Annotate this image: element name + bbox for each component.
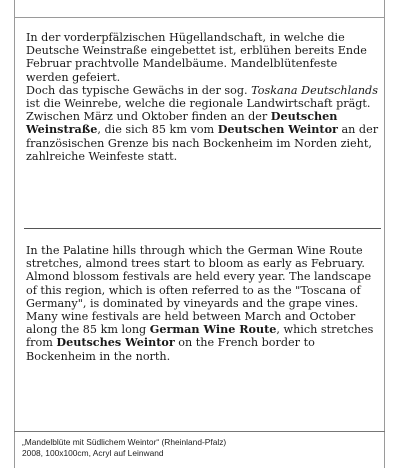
artwork-caption [22,437,382,459]
english-text: , which stretches from [26,323,374,350]
german-text: an der französischen Grenze bis nach Bockenheim im Norden zieht, zahlreiche Weinfeste statt. [26,123,379,163]
bold-phrase: German Wine Route [149,322,277,337]
german-paragraph-1: In der vorderpfälzischen Hügellandschaft, in welche die Deutsche Weinstraße eingebettet ist, erblühen bereits Ende Februar prachtvolle Mandelbäume. Mandelblütenfeste werden gefeiert. [26,31,367,84]
top-rule [14,17,385,18]
caption-details: 2008, 100x100cm, Acryl auf Leinwand [22,448,164,458]
caption-rule [14,431,385,432]
bold-phrase: Deutschen Weinstraße [26,109,338,137]
english-text: In the Palatine hills through which the German Wine Route stretches, almond trees start to bloom as early as February. Almond blossom festivals are held every year. The landscape of this region, which is often referred to as the "Toscana of Germany", is dominated by vineyards and the grape vines. Many wine festivals are held between March and October along the 85 km long [26,244,372,337]
english-text: on the French border to Bockenheim in the north. [26,336,315,363]
german-paragraph-2 [26,84,382,163]
bold-phrase: Deutschen Weintor [217,122,338,137]
caption-title: „Mandelblüte mit Südlichem Weintor“ (Rheinland-Pfalz) [22,437,227,447]
right-border-line [384,0,385,468]
german-text: ist die Weinrebe, welche die regionale Landwirtschaft prägt. Zwischen März und Oktober finden an der [26,97,371,124]
bold-phrase: Deutsches Weintor [56,335,175,350]
italic-phrase: Toskana Deutschlands [251,83,378,97]
english-text-block [26,244,382,363]
left-border-line [14,0,15,468]
german-text-block [26,31,382,163]
german-text: Doch das typische Gewächs in der sog. [26,83,252,97]
section-divider [24,228,381,229]
english-paragraph [26,244,382,363]
german-text: , die sich 85 km vom [97,123,218,137]
